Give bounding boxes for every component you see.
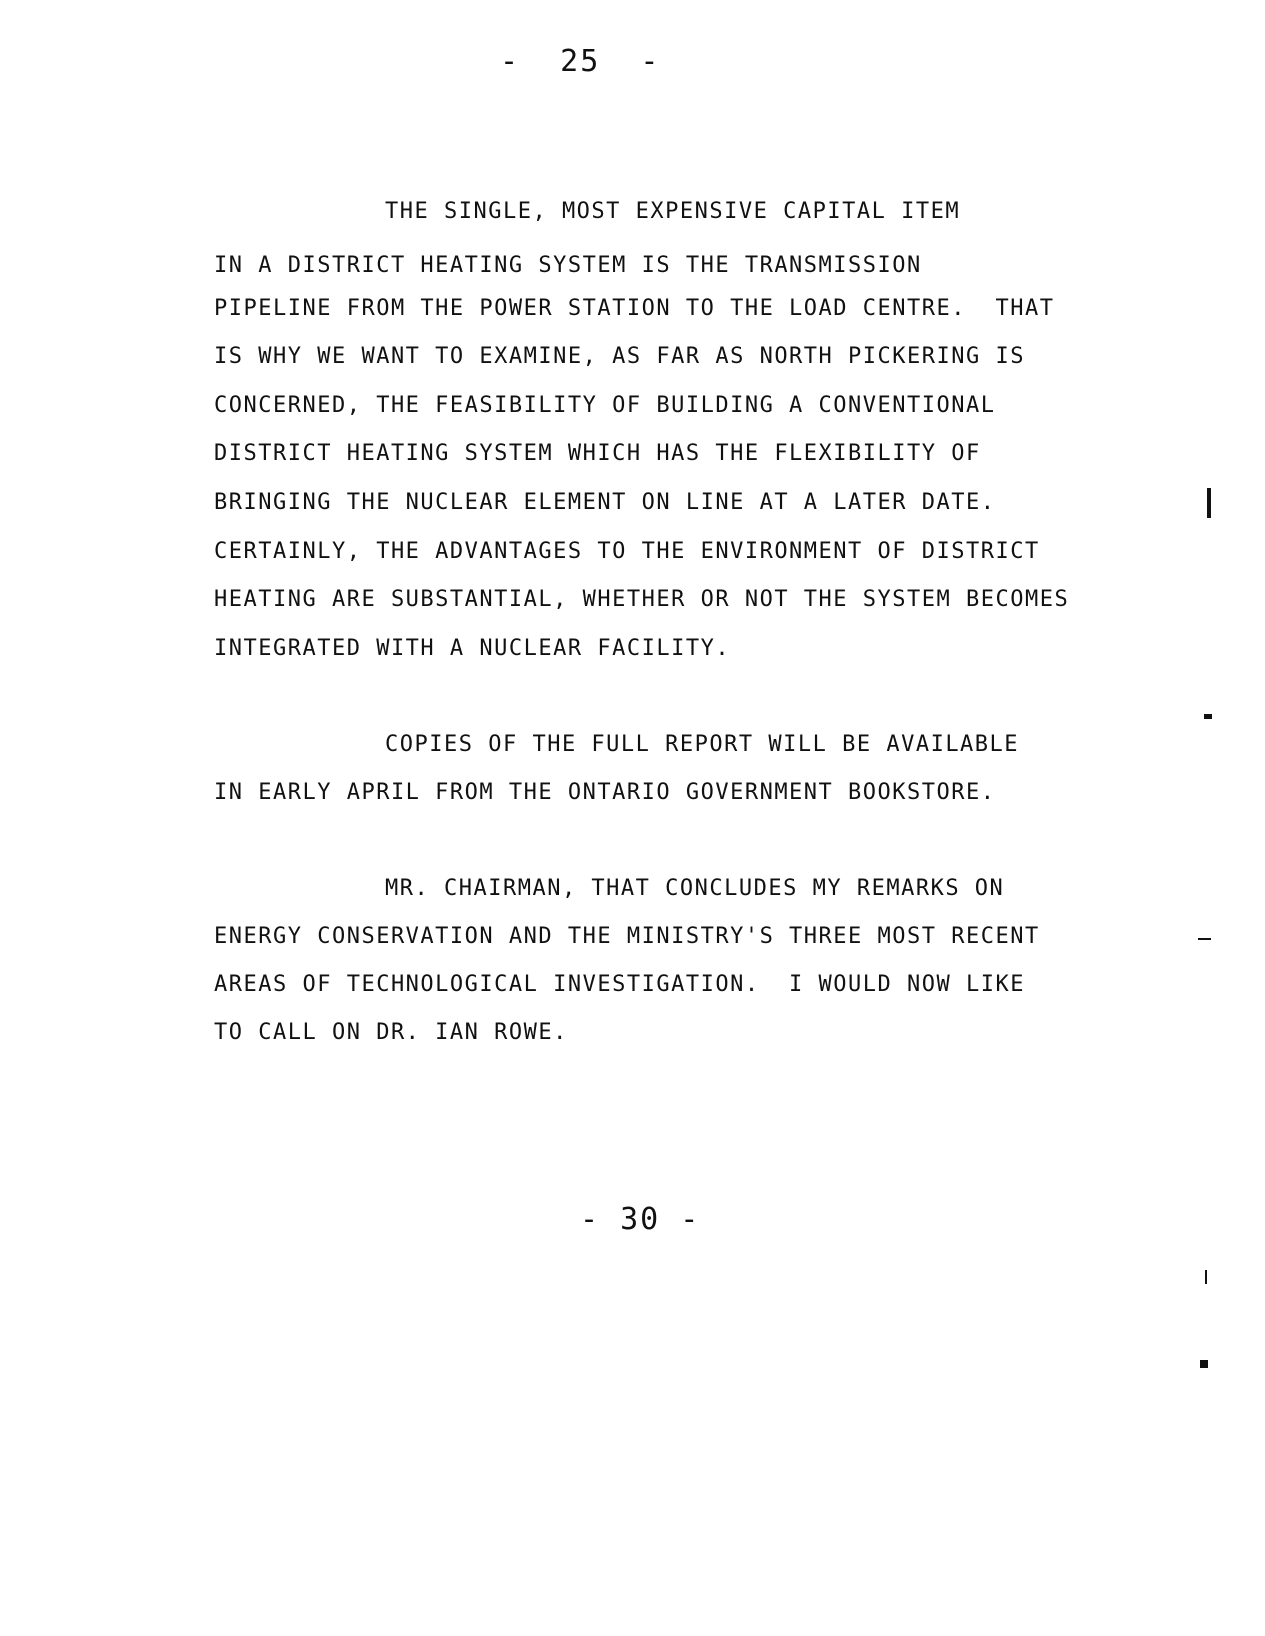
paragraph-1-line-2: IN A DISTRICT HEATING SYSTEM IS THE TRANSMISSION: [214, 253, 922, 278]
paragraph-2-line-2: IN EARLY APRIL FROM THE ONTARIO GOVERNMENT BOOKSTORE.: [214, 780, 996, 805]
scan-artifact: [1205, 1270, 1207, 1284]
paragraph-1-line-10: INTEGRATED WITH A NUCLEAR FACILITY.: [214, 636, 731, 661]
paragraph-1-line-7: BRINGING THE NUCLEAR ELEMENT ON LINE AT A LATER DATE.: [214, 490, 996, 515]
paragraph-1-line-4: IS WHY WE WANT TO EXAMINE, AS FAR AS NORTH PICKERING IS: [214, 344, 1025, 369]
paragraph-3-line-1: MR. CHAIRMAN, THAT CONCLUDES MY REMARKS ON: [385, 876, 1005, 901]
top-page-number: - 25 -: [500, 44, 661, 79]
paragraph-1-line-3: PIPELINE FROM THE POWER STATION TO THE LOAD CENTRE. THAT: [214, 296, 1055, 321]
paragraph-2-line-1: COPIES OF THE FULL REPORT WILL BE AVAILABLE: [385, 732, 1020, 757]
paragraph-3-line-3: AREAS OF TECHNOLOGICAL INVESTIGATION. I WOULD NOW LIKE: [214, 972, 1025, 997]
scan-artifact: [1207, 488, 1211, 518]
paragraph-1-line-6: DISTRICT HEATING SYSTEM WHICH HAS THE FLEXIBILITY OF: [214, 441, 981, 466]
scan-artifact: [1198, 938, 1211, 940]
paragraph-1-line-5: CONCERNED, THE FEASIBILITY OF BUILDING A CONVENTIONAL: [214, 393, 996, 418]
bottom-page-number: - 30 -: [580, 1202, 701, 1237]
paragraph-1-line-1: THE SINGLE, MOST EXPENSIVE CAPITAL ITEM: [385, 199, 961, 224]
paragraph-1-line-9: HEATING ARE SUBSTANTIAL, WHETHER OR NOT THE SYSTEM BECOMES: [214, 587, 1070, 612]
paragraph-3-line-4: TO CALL ON DR. IAN ROWE.: [214, 1020, 568, 1045]
paragraph-3-line-2: ENERGY CONSERVATION AND THE MINISTRY'S THREE MOST RECENT: [214, 924, 1040, 949]
scan-artifact: [1204, 714, 1212, 719]
scan-artifact: [1200, 1360, 1208, 1368]
paragraph-1-line-8: CERTAINLY, THE ADVANTAGES TO THE ENVIRONMENT OF DISTRICT: [214, 539, 1040, 564]
